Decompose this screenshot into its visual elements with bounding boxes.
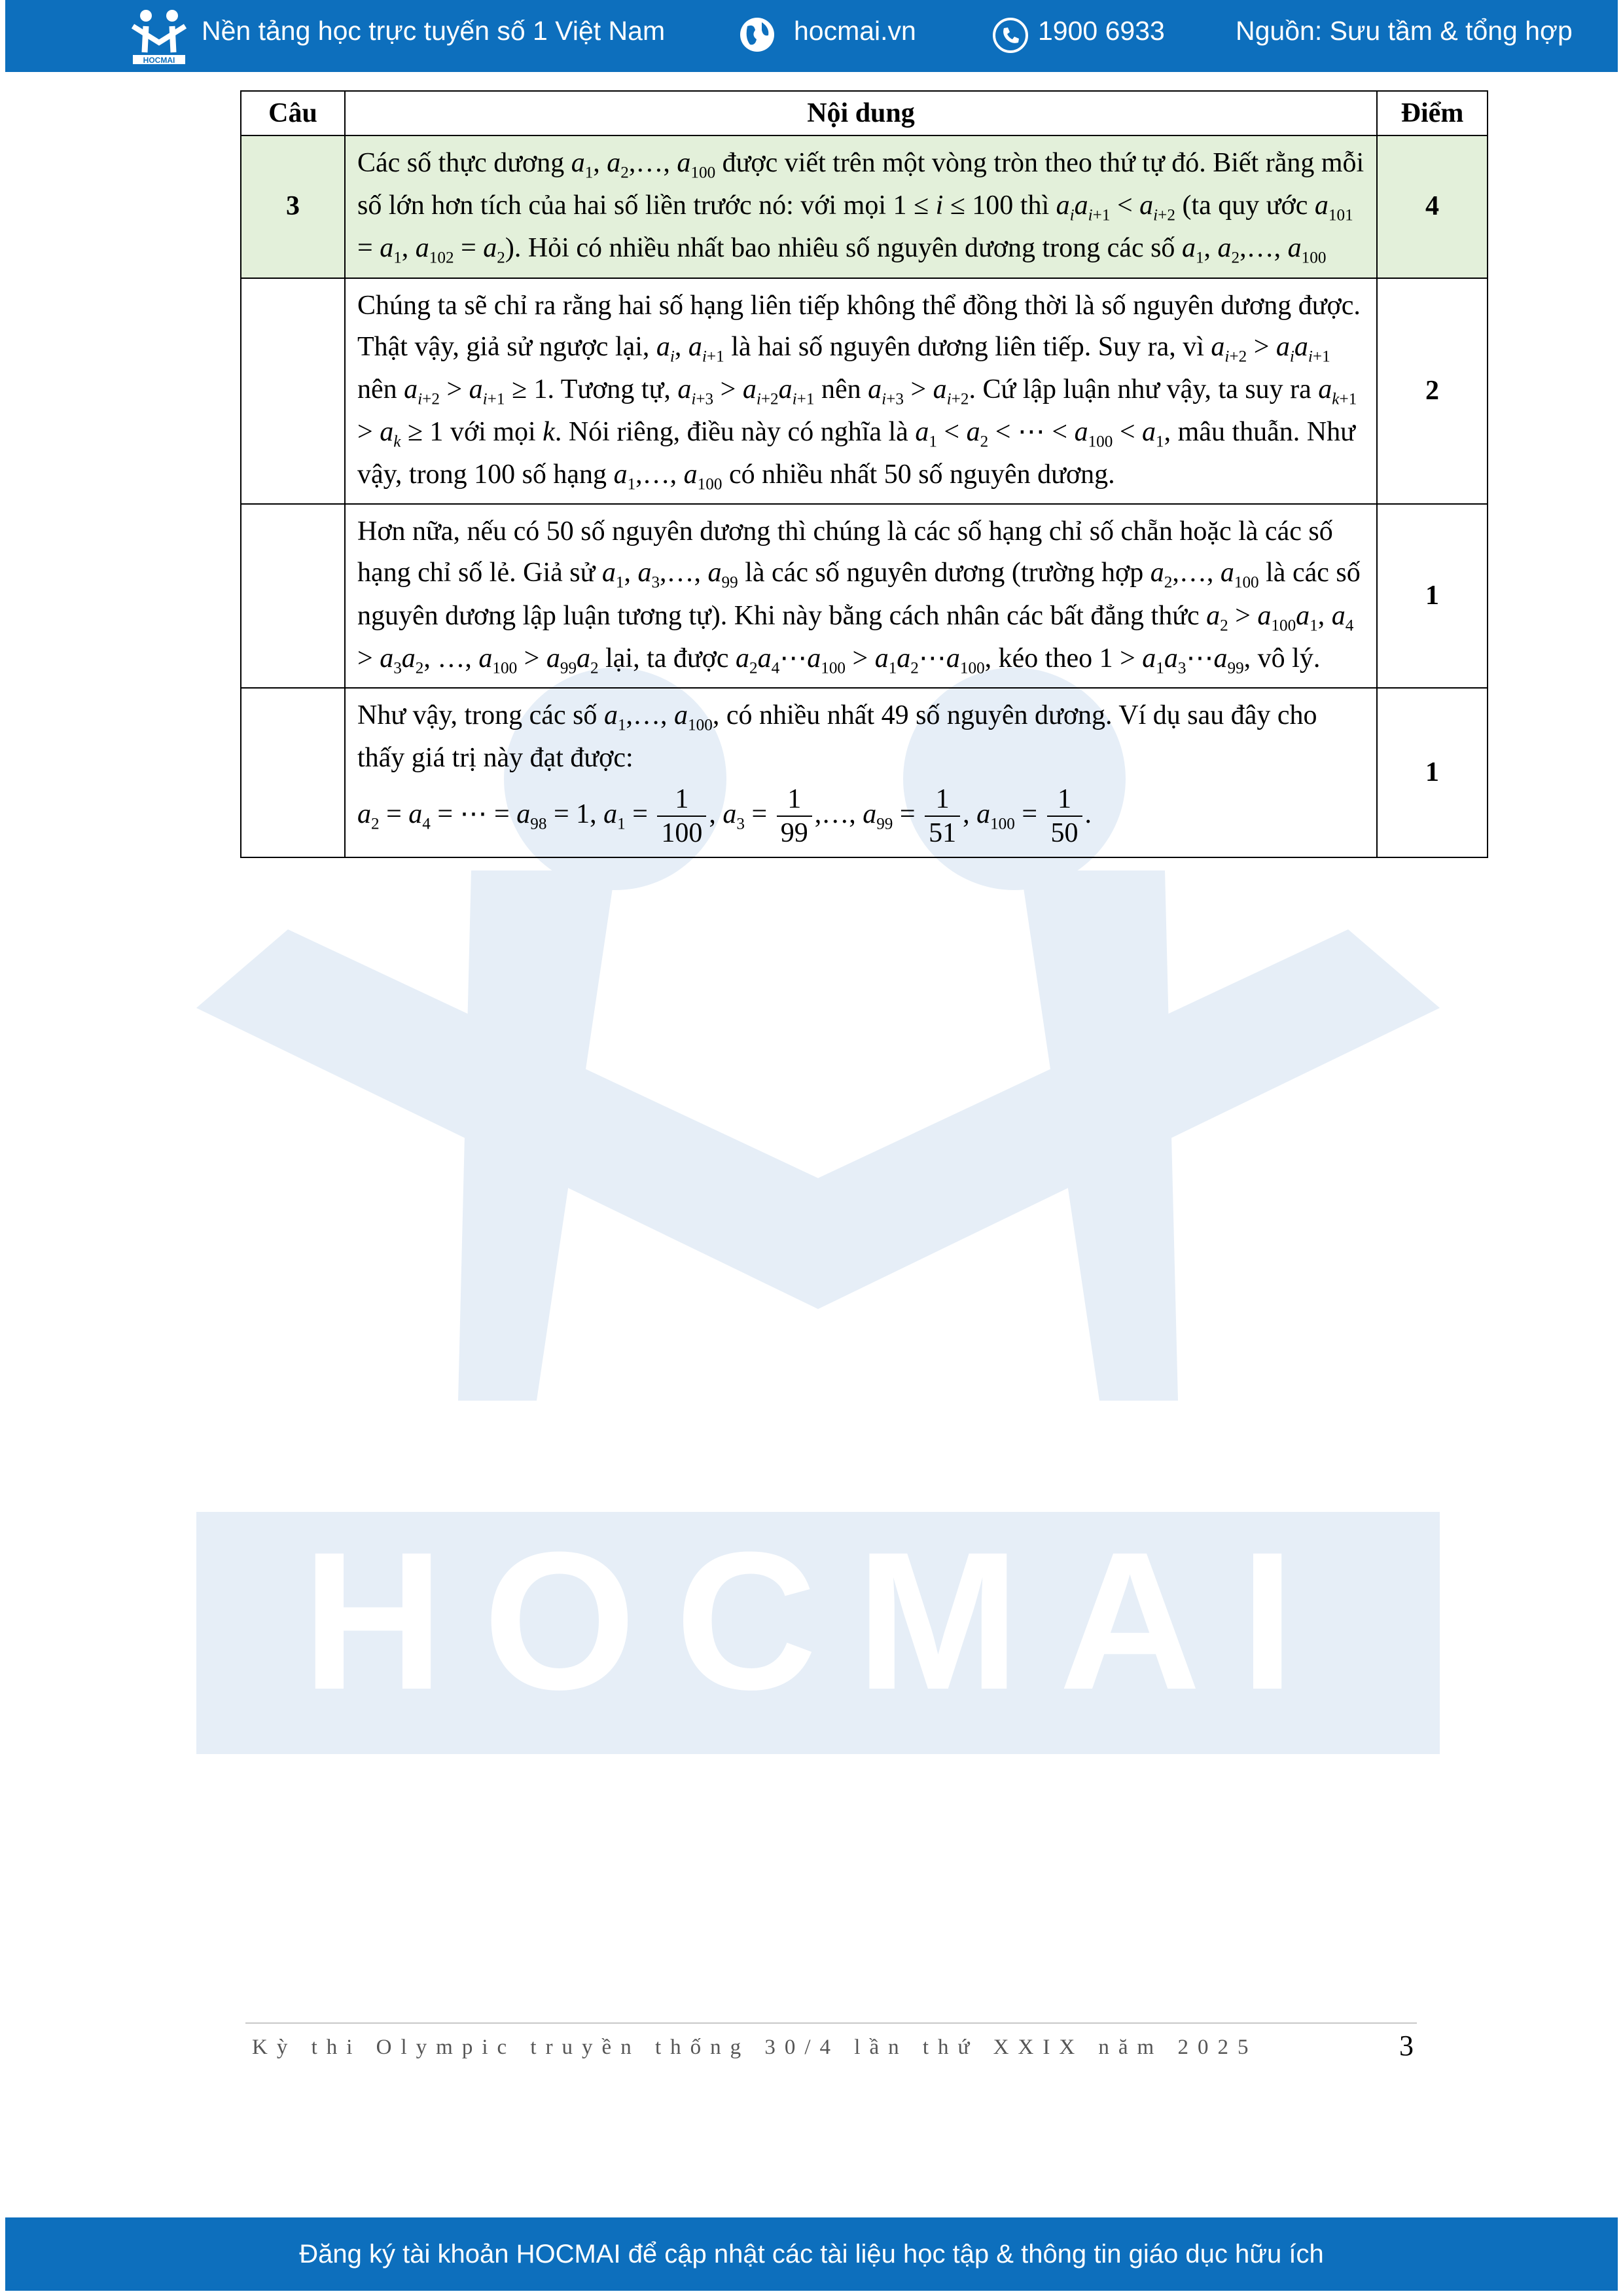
step-points: 1 (1377, 688, 1488, 857)
step-content (345, 688, 1377, 857)
step-text: Như vậy, trong các số $a_1,\dots$, $a_{100}$, có nhiều nhất 49 số nguyên dương. Ví dụ sau đây cho thấy giá trị này đạt được: (357, 700, 1317, 774)
step-number (241, 278, 345, 505)
step-text: Hơn nữa, nếu có 50 số nguyên dương thì chúng là các số hạng chỉ số chẵn hoặc là các số hạng chỉ số lẻ. Giả sử $a_1$, $a_3,\dots$, $a_{99}$ là các số nguyên dương (trường hợp $a_2,\dots$, $a_{100}$ là các số nguyên dương lập luận tương tự). Khi này bằng cách nhân các bất đẳng thức $a_2 > a_{100}a_1$, $a_4 > a_3a_2$, …, $a_{100} > a_{99}a_2$ lại, ta được $a_2a_4\cdots a_{100}$ > $a_1a_2\cdots a_{100}$, kéo theo $1 > a_1a_3\cdots a_{99}$, vô lý. (357, 516, 1361, 677)
header-bar (5, 0, 1618, 72)
question-content (345, 135, 1377, 278)
tagline: Nền tảng học trực tuyến số 1 Việt Nam (202, 16, 666, 46)
signup-banner[interactable]: Đăng ký tài khoản HOCMAI để cập nhật các tài liệu học tập & thông tin giáo dục hữu ích (5, 2217, 1618, 2291)
step-text: Chúng ta sẽ chỉ ra rằng hai số hạng liên tiếp không thể đồng thời là số nguyên dương được. Thật vậy, giả sử ngược lại, $a_i$, $a_{i+1}$ là hai số nguyên dương liên tiếp. Suy ra, vì $a_{i+2} > a_ia_{i+1}$ nên $a_{i+2} > a_{i+1} \ge 1$. Tương tự, $a_{i+3} > a_{i+2}a_{i+1}$ nên $a_{i+3} > a_{i+2}$. Cứ lập luận như vậy, ta suy ra $a_{k+1} > a_k \ge 1$ với mọi k. Nói riêng, điều này có nghĩa là $a_1 < a_2$ < ⋯ < $a_{100} < a_1$, mâu thuẫn. Như vậy, trong 100 số hạng $a_1,\dots$, $a_{100}$ có nhiều nhất 50 số nguyên dương. (357, 290, 1361, 493)
col-header-diem: Điểm (1377, 91, 1488, 135)
hocmai-logo-icon (126, 7, 192, 65)
col-header-cau: Câu (241, 91, 345, 135)
watermark-text: HOCMAI (302, 1511, 1334, 1731)
globe-icon (738, 16, 776, 54)
question-points: 4 (1377, 135, 1488, 278)
website-link[interactable]: hocmai.vn (794, 16, 916, 46)
step-number (241, 504, 345, 688)
col-header-noi-dung: Nội dung (345, 91, 1377, 135)
table-row (241, 278, 1488, 505)
table-header-row (241, 91, 1488, 135)
table-row (241, 504, 1488, 688)
solution-table (240, 90, 1488, 858)
table-row (241, 688, 1488, 857)
footer-divider (245, 2022, 1417, 2024)
step-content (345, 278, 1377, 505)
logo-text: HOCMAI (143, 56, 175, 65)
example-formula: $a_2 = a_4$ = ⋯ = $a_{98} = 1$, $a_1$ = $\frac{1}{100}$ , $a_3$ = $\frac{1}{99}$ ,…, $a_{99}$ = $\frac{1}{51}$ , $a_{100}$ = $\frac{1}{50}$ . (357, 784, 1092, 849)
question-text: Các số thực dương $a_1$, $a_2,\dots$, $a_{100}$ được viết trên một vòng tròn theo thứ tự đó. Biết rằng mỗi số lớn hơn tích của hai số liền trước nó: với mọi 1 ≤ i ≤ 100 thì $a_ia_{i+1} < a_{i+2}$ (ta quy ước $a_{101} = a_1$, $a_{102} = a_2$). Hỏi có nhiều nhất bao nhiêu số nguyên dương trong các số $a_1$, $a_2,\dots$, $a_{100}$ (357, 148, 1364, 267)
step-number (241, 688, 345, 857)
step-content (345, 504, 1377, 688)
step-points: 2 (1377, 278, 1488, 505)
phone-number: 1900 6933 (1038, 16, 1165, 46)
table-row-question (241, 135, 1488, 278)
question-number: 3 (241, 135, 345, 278)
source-note: Nguồn: Sưu tầm & tổng hợp (1236, 16, 1573, 46)
step-points: 1 (1377, 504, 1488, 688)
phone-icon (992, 17, 1029, 54)
page-number: 3 (1399, 2030, 1414, 2062)
footer-exam-title: Kỳ thi Olympic truyền thống 30/4 lần thứ XXIX năm 2025 (252, 2036, 1258, 2059)
